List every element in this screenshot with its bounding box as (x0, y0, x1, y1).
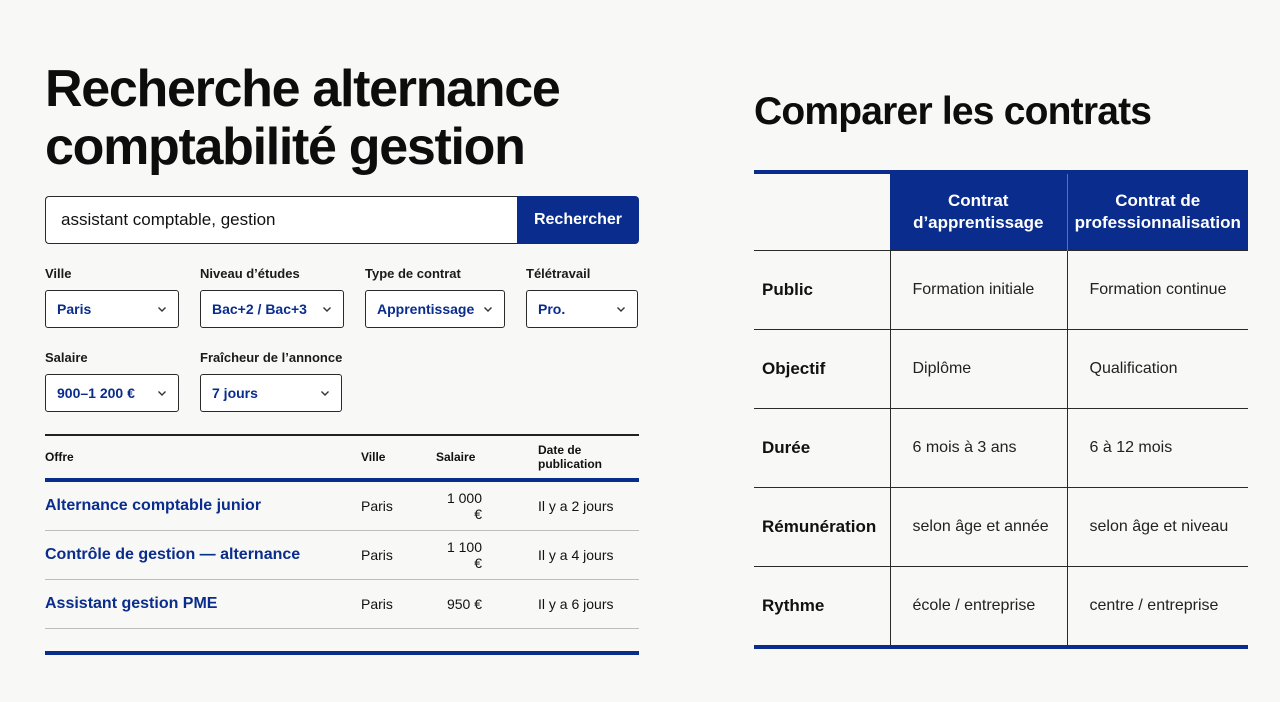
header-corner (754, 172, 890, 251)
offer-salary: 950 € (446, 596, 482, 612)
offer-date: Il y a 6 jours (538, 596, 614, 612)
compare-row (754, 488, 1248, 567)
cell-apprentissage: Diplôme (890, 330, 1067, 409)
freshness-select[interactable] (200, 374, 342, 412)
table-row (45, 531, 639, 580)
filter-remote (526, 266, 638, 328)
filter-label: Télétravail (526, 266, 591, 281)
cell-apprentissage: 6 mois à 3 ans (890, 409, 1067, 488)
contract-type-select[interactable] (365, 290, 505, 328)
search-button[interactable]: Rechercher (517, 196, 639, 244)
header-apprentissage: Contrat d’apprentissage (890, 172, 1067, 251)
chevron-down-icon (322, 304, 332, 314)
offer-salary: 1 100 € (446, 539, 482, 571)
chevron-down-icon (616, 304, 626, 314)
compare-row (754, 330, 1248, 409)
filter-label: Type de contrat (365, 266, 461, 281)
offer-date: Il y a 4 jours (538, 547, 614, 563)
header-professionnalisation: Contrat de professionnalisation (1067, 172, 1248, 251)
remote-select[interactable] (526, 290, 638, 328)
page-title: Recherche alternance comptabilité gestion (45, 60, 560, 176)
filter-label: Niveau d’études (200, 266, 300, 281)
filter-label: Ville (45, 266, 72, 281)
results-table (45, 434, 639, 655)
select-value: Pro. (538, 301, 566, 317)
row-label: Rémunération (754, 488, 890, 567)
filter-contract-type (365, 266, 505, 328)
compare-row (754, 251, 1248, 330)
offer-date: Il y a 2 jours (538, 498, 614, 514)
search-bar (45, 196, 639, 244)
header-date: Date de publication (538, 443, 602, 471)
row-label: Public (754, 251, 890, 330)
city-select[interactable] (45, 290, 179, 328)
select-value: Paris (57, 301, 92, 317)
filter-label: Fraîcheur de l’annonce (200, 350, 343, 365)
header-offer: Offre (45, 450, 74, 464)
cell-professionnalisation: Formation continue (1067, 251, 1248, 330)
filter-education (200, 266, 344, 328)
salary-select[interactable] (45, 374, 179, 412)
header-city: Ville (361, 450, 386, 464)
header-salary: Salaire (436, 450, 476, 464)
search-input[interactable] (45, 196, 517, 244)
divider (45, 651, 639, 655)
compare-header-row (754, 172, 1248, 251)
education-select[interactable] (200, 290, 344, 328)
row-label: Rythme (754, 567, 890, 648)
select-value: Bac+2 / Bac+3 (212, 301, 307, 317)
cell-apprentissage: Formation initiale (890, 251, 1067, 330)
cell-professionnalisation: Qualification (1067, 330, 1248, 409)
table-row (45, 580, 639, 629)
select-value: 7 jours (212, 385, 258, 401)
filter-salary (45, 350, 179, 412)
table-row (45, 482, 639, 531)
select-value: 900–1 200 € (57, 385, 135, 401)
cell-professionnalisation: centre / entreprise (1067, 567, 1248, 648)
cell-apprentissage: selon âge et année (890, 488, 1067, 567)
filter-freshness (200, 350, 342, 412)
compare-table (754, 170, 1248, 649)
results-header-row (45, 436, 639, 482)
cell-apprentissage: école / entreprise (890, 567, 1067, 648)
compare-row (754, 409, 1248, 488)
offer-link[interactable]: Alternance comptable junior (45, 497, 262, 514)
chevron-down-icon (320, 388, 330, 398)
offer-salary: 1 000 € (446, 490, 482, 522)
row-label: Durée (754, 409, 890, 488)
chevron-down-icon (157, 388, 167, 398)
filter-label: Salaire (45, 350, 88, 365)
cell-professionnalisation: selon âge et niveau (1067, 488, 1248, 567)
offer-link[interactable]: Contrôle de gestion — alternance (45, 546, 301, 563)
select-value: Apprentissage (377, 301, 475, 317)
chevron-down-icon (157, 304, 167, 314)
offer-city: Paris (361, 547, 393, 563)
row-label: Objectif (754, 330, 890, 409)
compare-title: Comparer les contrats (754, 90, 1152, 133)
cell-professionnalisation: 6 à 12 mois (1067, 409, 1248, 488)
offer-city: Paris (361, 498, 393, 514)
chevron-down-icon (483, 304, 493, 314)
filter-city (45, 266, 179, 328)
compare-row (754, 567, 1248, 648)
offer-city: Paris (361, 596, 393, 612)
offer-link[interactable]: Assistant gestion PME (45, 595, 218, 612)
